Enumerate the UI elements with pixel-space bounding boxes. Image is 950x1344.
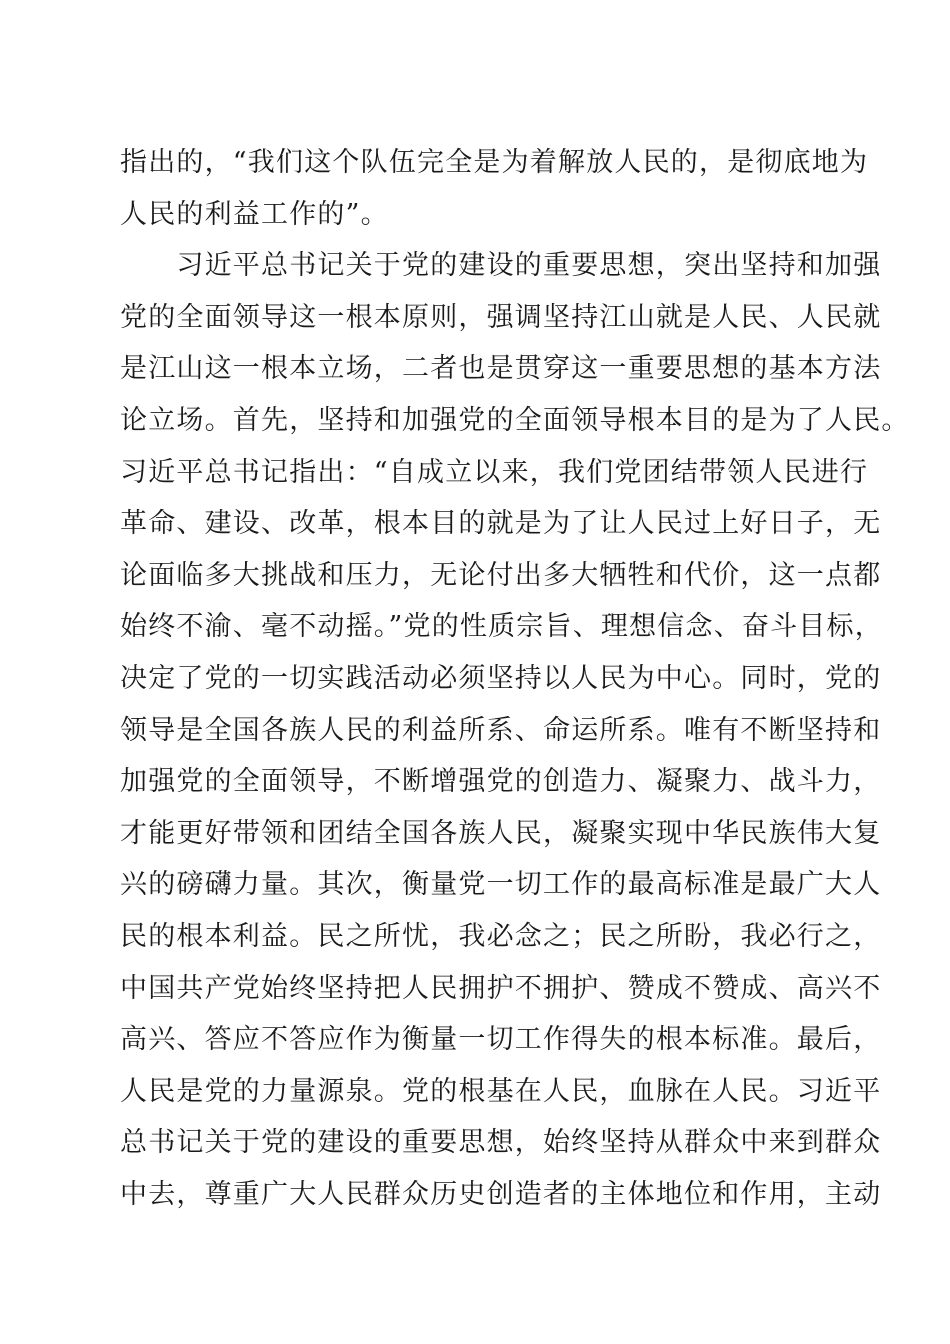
paragraph-1	[120, 137, 869, 240]
text-line: 兴的磅礴力量。其次，衡量党一切工作的最高标准是最广大人	[120, 869, 882, 901]
text-line: 中去，尊重广大人民群众历史创造者的主体地位和作用，主动	[120, 1178, 882, 1210]
text-line: 习近平总书记关于党的建设的重要思想，突出坚持和加强	[120, 250, 882, 282]
body-text	[120, 137, 910, 1220]
text-line: 人民是党的力量源泉。党的根基在人民，血脉在人民。习近平	[120, 1075, 882, 1107]
text-line: 高兴、答应不答应作为衡量一切工作得失的根本标准。最后，	[120, 1024, 882, 1056]
text-line: 指出的，“我们这个队伍完全是为着解放人民的，是彻底地为	[120, 147, 869, 178]
text-line: 才能更好带领和团结全国各族人民，凝聚实现中华民族伟大复	[120, 817, 882, 849]
text-line: 民的根本利益。民之所忧，我必念之；民之所盼，我必行之，	[120, 920, 882, 952]
text-line: 革命、建设、改革，根本目的就是为了让人民过上好日子，无	[120, 508, 882, 540]
paragraph-2	[120, 240, 910, 1220]
text-line: 总书记关于党的建设的重要思想，始终坚持从群众中来到群众	[120, 1127, 882, 1159]
text-line: 始终不渝、毫不动摇。”党的性质宗旨、理想信念、奋斗目标，	[120, 611, 883, 643]
text-line: 领导是全国各族人民的利益所系、命运所系。唯有不断坚持和	[120, 714, 882, 746]
text-line: 是江山这一根本立场，二者也是贯穿这一重要思想的基本方法	[120, 353, 882, 385]
text-line: 加强党的全面领导，不断增强党的创造力、凝聚力、战斗力，	[120, 766, 882, 798]
text-line: 人民的利益工作的”。	[120, 198, 389, 230]
text-line: 论面临多大挑战和压力，无论付出多大牺牲和代价，这一点都	[120, 559, 882, 591]
text-line: 党的全面领导这一根本原则，强调坚持江山就是人民、人民就	[120, 301, 882, 333]
text-line: 中国共产党始终坚持把人民拥护不拥护、赞成不赞成、高兴不	[120, 972, 882, 1004]
text-line: 决定了党的一切实践活动必须坚持以人民为中心。同时，党的	[120, 662, 882, 694]
text-line: 论立场。首先，坚持和加强党的全面领导根本目的是为了人民。	[120, 404, 910, 436]
text-line: 习近平总书记指出：“自成立以来，我们党团结带领人民进行	[120, 456, 869, 488]
